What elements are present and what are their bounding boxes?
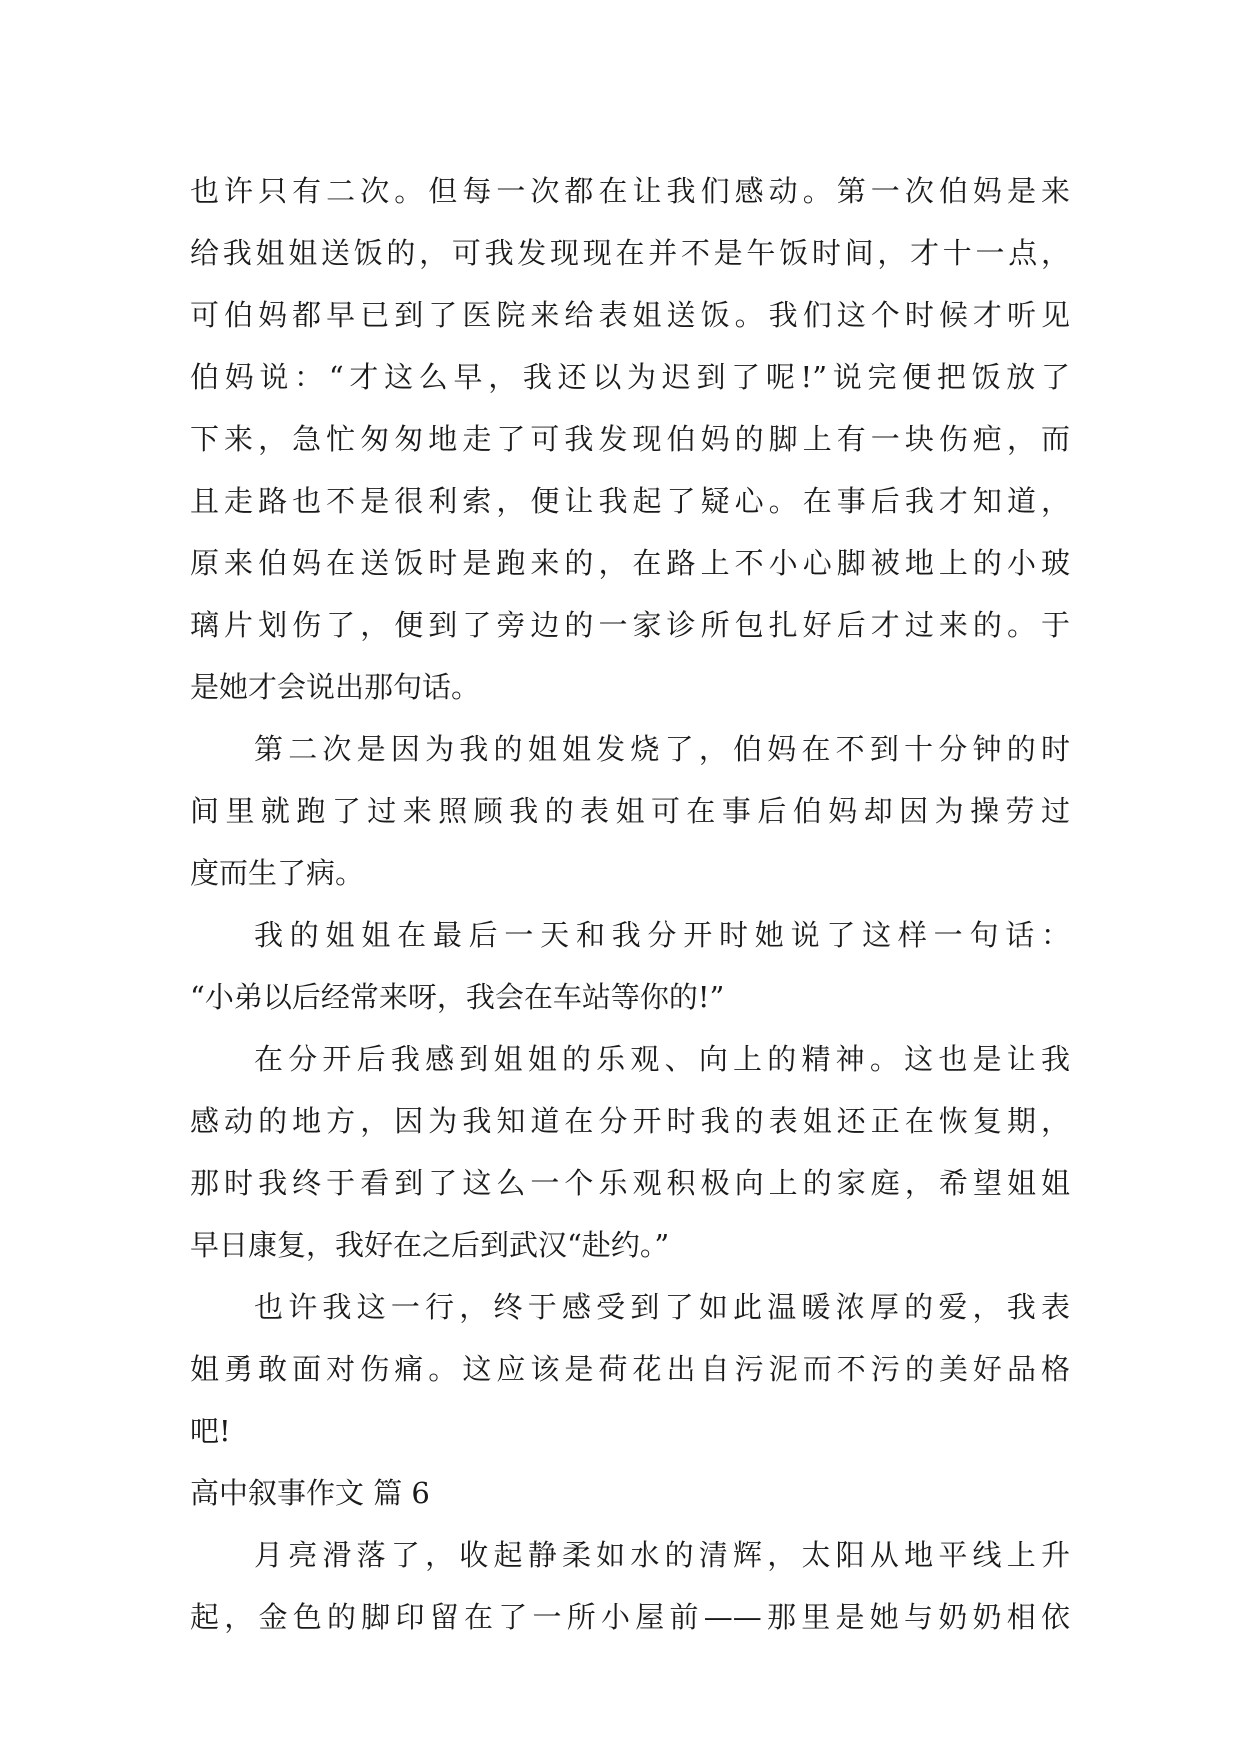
text-line: 姐勇敢面对伤痛。这应该是荷花出自污泥而不污的美好品格 bbox=[190, 1352, 1070, 1386]
paragraph-6 bbox=[190, 1524, 1070, 1648]
text-line: 度而生了病。 bbox=[190, 856, 365, 890]
paragraph-5 bbox=[190, 1276, 1070, 1462]
text-line: “小弟以后经常来呀，我会在车站等你的!” bbox=[190, 980, 725, 1014]
text-line: 感动的地方，因为我知道在分开时我的表姐还正在恢复期， bbox=[190, 1104, 1070, 1138]
text-line: 原来伯妈在送饭时是跑来的，在路上不小心脚被地上的小玻 bbox=[190, 546, 1070, 580]
text-line: 我的姐姐在最后一天和我分开时她说了这样一句话： bbox=[254, 918, 1070, 952]
text-line: 且走路也不是很利索，便让我起了疑心。在事后我才知道， bbox=[190, 484, 1070, 518]
paragraph-3 bbox=[190, 904, 1070, 1028]
section-heading: 高中叙事作文 篇 6 bbox=[190, 1476, 430, 1510]
text-line: 早日康复，我好在之后到武汉“赴约。” bbox=[190, 1228, 670, 1262]
text-line: 璃片划伤了，便到了旁边的一家诊所包扎好后才过来的。于 bbox=[190, 608, 1070, 642]
text-line: 是她才会说出那句话。 bbox=[190, 670, 481, 704]
text-line: 可伯妈都早已到了医院来给表姐送饭。我们这个时候才听见 bbox=[190, 298, 1070, 332]
text-line: 下来，急忙匆匆地走了可我发现伯妈的脚上有一块伤疤，而 bbox=[190, 422, 1070, 456]
document-page bbox=[190, 160, 1070, 1648]
text-line: 起，金色的脚印留在了一所小屋前——那里是她与奶奶相依 bbox=[190, 1600, 1070, 1634]
text-line: 也许我这一行，终于感受到了如此温暖浓厚的爱，我表 bbox=[254, 1290, 1070, 1324]
paragraph-1 bbox=[190, 160, 1070, 718]
text-line: 在分开后我感到姐姐的乐观、向上的精神。这也是让我 bbox=[254, 1042, 1070, 1076]
paragraph-4 bbox=[190, 1028, 1070, 1276]
text-line: 吧! bbox=[190, 1414, 231, 1448]
text-line: 那时我终于看到了这么一个乐观积极向上的家庭，希望姐姐 bbox=[190, 1166, 1070, 1200]
text-line: 月亮滑落了，收起静柔如水的清辉，太阳从地平线上升 bbox=[254, 1538, 1070, 1572]
text-line: 伯妈说：“才这么早，我还以为迟到了呢!”说完便把饭放了 bbox=[190, 360, 1070, 394]
paragraph-2 bbox=[190, 718, 1070, 904]
text-line: 也许只有二次。但每一次都在让我们感动。第一次伯妈是来 bbox=[190, 174, 1070, 208]
text-line: 间里就跑了过来照顾我的表姐可在事后伯妈却因为操劳过 bbox=[190, 794, 1070, 828]
text-line: 第二次是因为我的姐姐发烧了，伯妈在不到十分钟的时 bbox=[254, 732, 1070, 766]
text-line: 给我姐姐送饭的，可我发现现在并不是午饭时间，才十一点， bbox=[190, 236, 1070, 270]
